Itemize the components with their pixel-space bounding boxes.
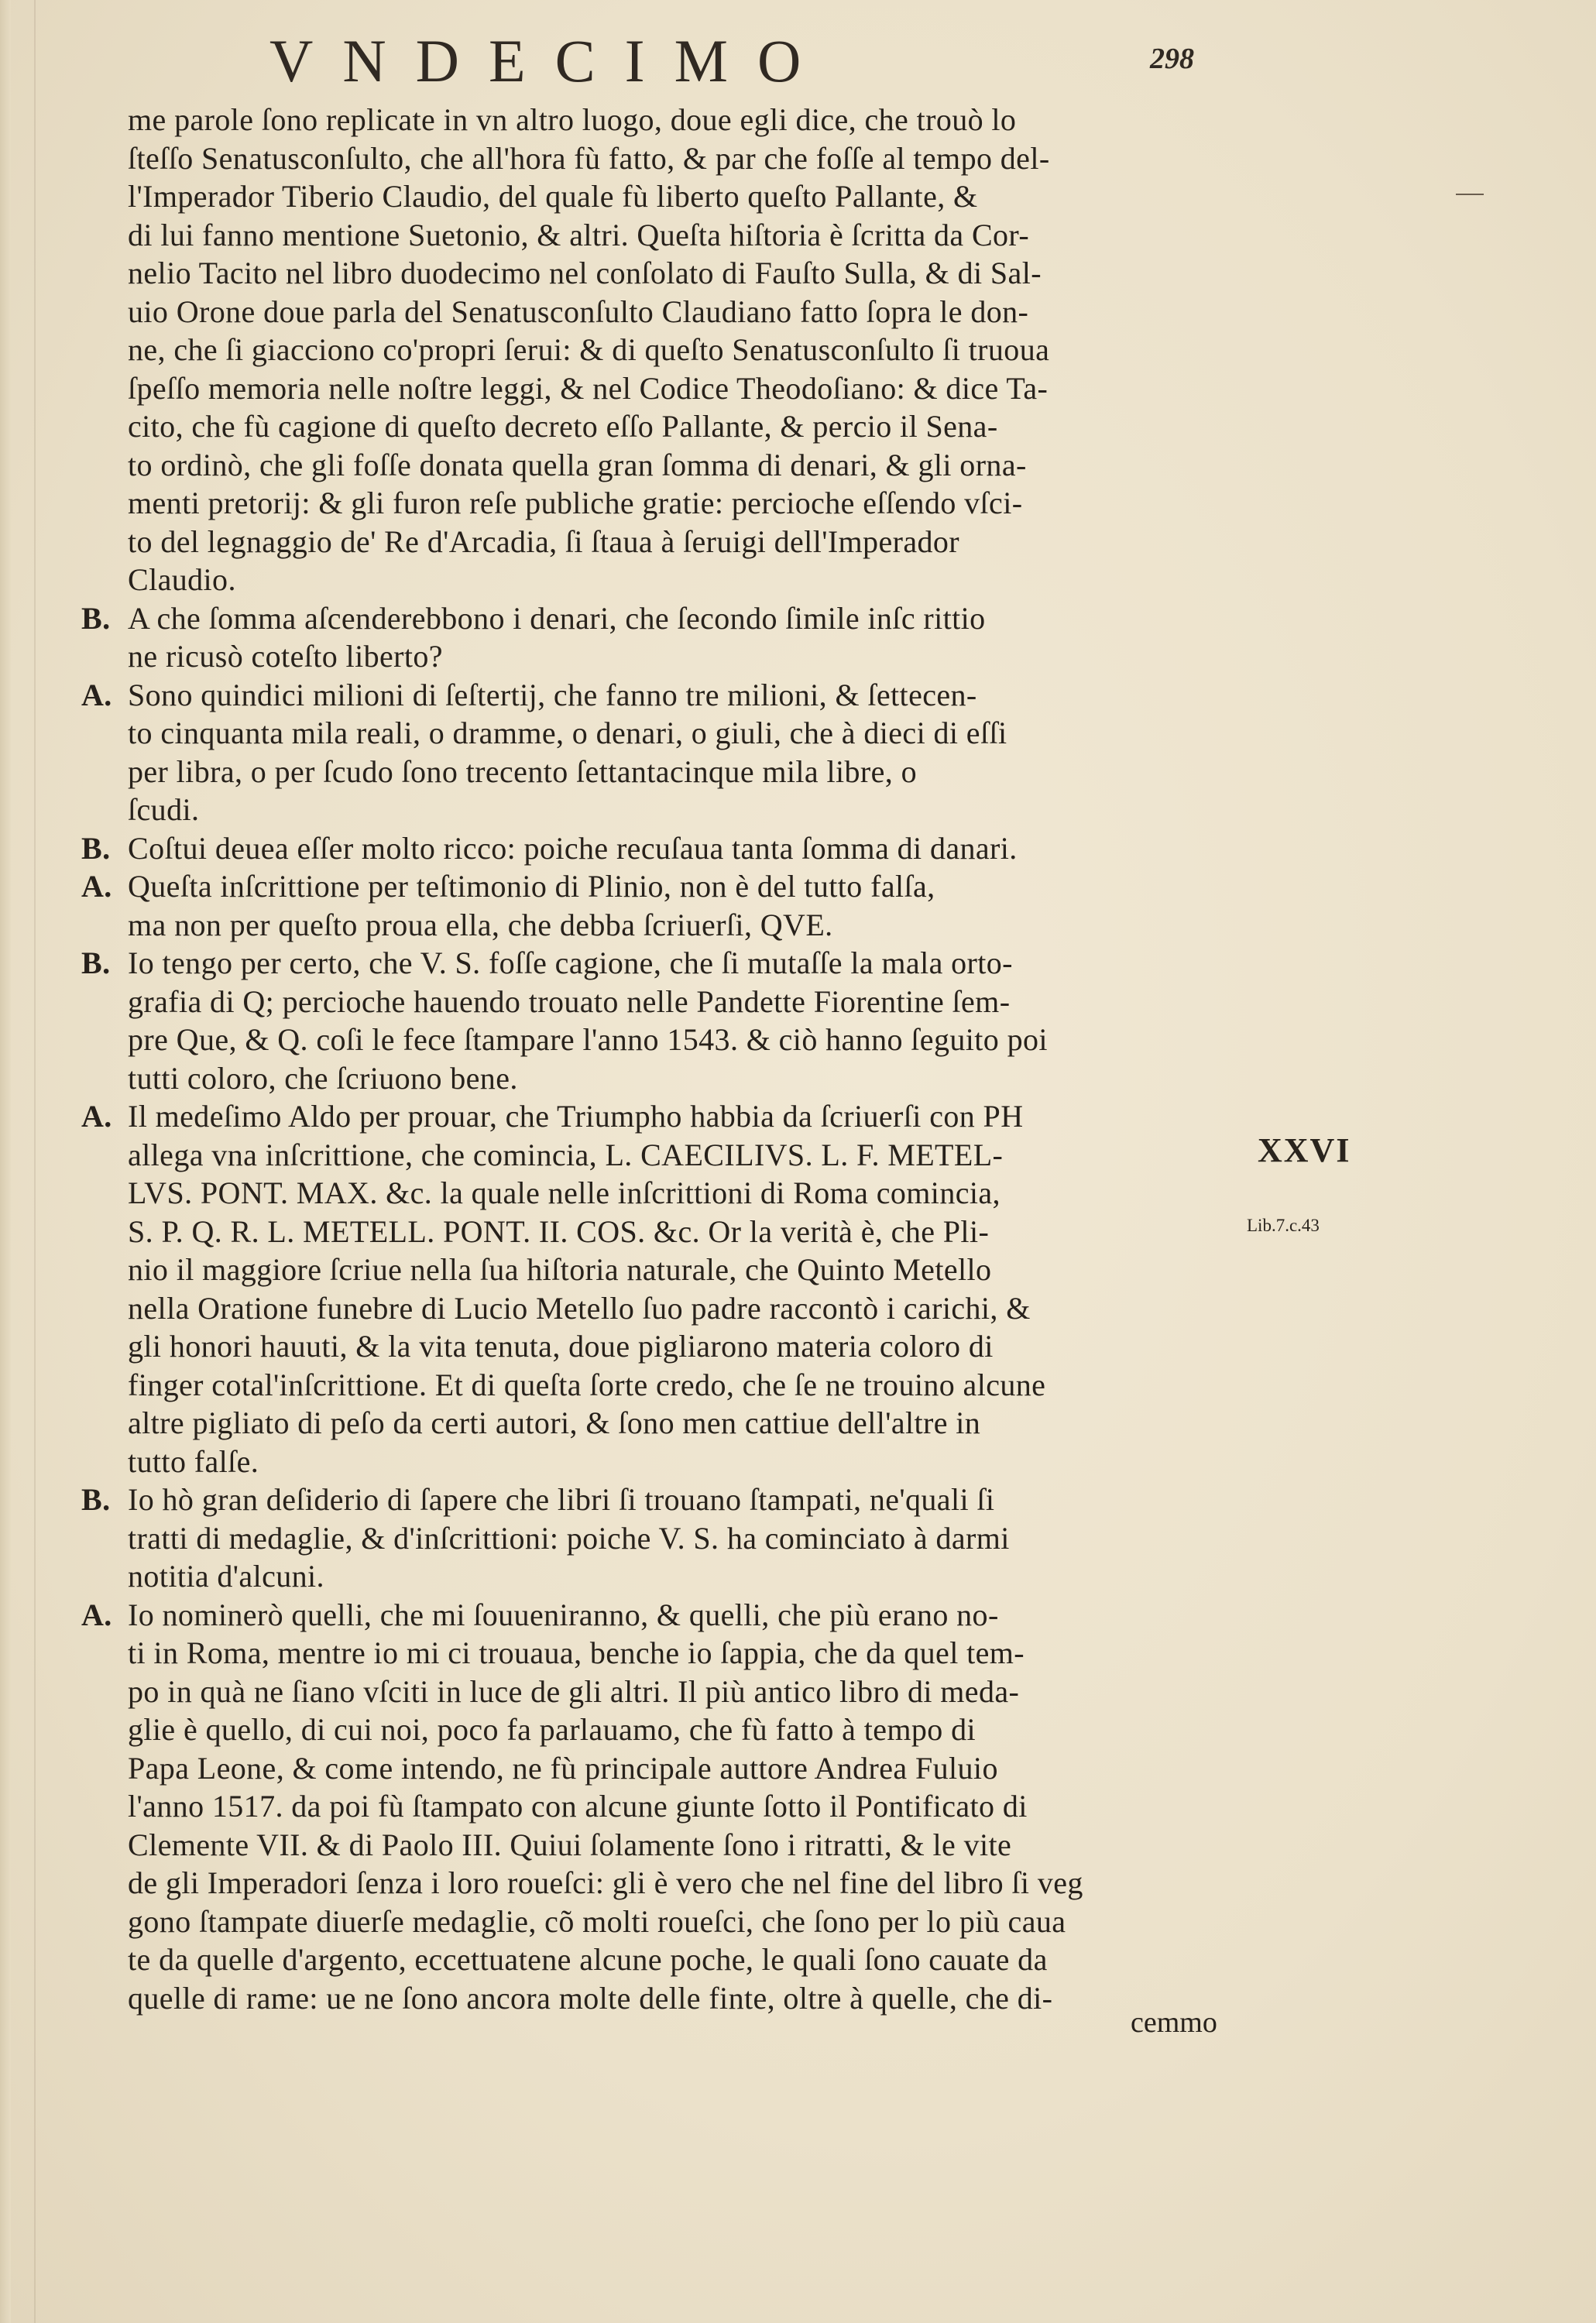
line-text: A che ſomma aſcenderebbono i denari, che ſecondo ſimile inſc rittio	[128, 600, 986, 636]
text-line	[81, 216, 1258, 255]
line-text: Queſta inſcrittione per teſtimonio di Plinio, non è del tutto falſa,	[128, 869, 935, 904]
speaker-label: A.	[81, 1099, 112, 1134]
line-text: nio il maggiore ſcriue nella ſua hiſtoria naturale, che Quinto Metello	[128, 1252, 992, 1287]
text-line	[81, 1443, 1258, 1481]
text-line	[81, 1251, 1258, 1289]
margin-note-numeral: XXVI	[1258, 1131, 1351, 1169]
line-text: Io nominerò quelli, che mi ſouueniranno, & quelli, che più erano no-	[128, 1597, 999, 1632]
text-line	[81, 1634, 1258, 1673]
line-text: Claudio.	[128, 562, 236, 597]
text-line	[81, 484, 1258, 523]
line-text: to del legnaggio de' Re d'Arcadia, ſi ſtaua à ſeruigi dell'Imperador	[128, 523, 959, 559]
text-line	[81, 791, 1258, 829]
line-text: grafia di Q; percioche hauendo trouato nelle Pandette Fiorentine ſem-	[128, 983, 1011, 1019]
text-line	[81, 561, 1258, 599]
text-line	[81, 1940, 1258, 1979]
text-line	[81, 331, 1258, 369]
text-line	[81, 177, 1258, 216]
text-line	[81, 829, 1258, 868]
text-line	[81, 599, 1258, 638]
text-line	[81, 101, 1258, 139]
text-line	[81, 867, 1258, 906]
line-text: S. P. Q. R. L. METELL. PONT. II. COS. &c. Or la verità è, che Pli-	[128, 1213, 990, 1249]
body-text	[81, 101, 1258, 2017]
line-text: Papa Leone, & come intendo, ne fù principale auttore Andrea Fuluio	[128, 1750, 998, 1786]
line-text: ſteſſo Senatusconſulto, che all'hora fù fatto, & par che foſſe al tempo del-	[128, 140, 1050, 176]
text-line	[81, 1021, 1258, 1059]
page-header	[124, 27, 1285, 94]
text-line	[81, 254, 1258, 293]
text-line	[81, 983, 1258, 1021]
text-line	[81, 1366, 1258, 1405]
line-text: tutti coloro, che ſcriuono bene.	[128, 1060, 518, 1096]
text-line	[81, 1787, 1258, 1826]
text-line	[81, 293, 1258, 331]
catchword: cemmo	[1131, 2006, 1217, 2039]
line-text: po in quà ne ſiano vſciti in luce de gli altri. Il più antico libro di meda-	[128, 1673, 1020, 1709]
margin-rule	[34, 0, 36, 2323]
line-text: ma non per queſto proua ella, che debba ſcriuerſi, QVE.	[128, 907, 833, 942]
line-text: to ordinò, che gli foſſe donata quella gran ſomma di denari, & gli orna-	[128, 447, 1027, 482]
line-text: Coſtui deuea eſſer molto ricco: poiche recuſaua tanta ſomma di danari.	[128, 830, 1018, 866]
speaker-label: B.	[81, 600, 111, 636]
line-text: Io hò gran deſiderio di ſapere che libri ſi trouano ſtampati, ne'quali ſi	[128, 1482, 995, 1517]
speaker-label: B.	[81, 1482, 111, 1517]
line-text: menti pretorij: & gli furon reſe publiche gratie: percioche eſſendo vſci-	[128, 486, 1023, 520]
line-text: Il medeſimo Aldo per prouar, che Triumpho habbia da ſcriuerſi con PH	[128, 1099, 1024, 1134]
text-line	[81, 1097, 1258, 1136]
text-line	[81, 1174, 1258, 1213]
text-line	[81, 1979, 1258, 2018]
line-text: gli honori hauuti, & la vita tenuta, doue pigliarono materia coloro di	[128, 1329, 994, 1364]
line-text: LVS. PONT. MAX. &c. la quale nelle inſcrittioni di Roma comincia,	[128, 1175, 1001, 1210]
line-text: Clemente VII. & di Paolo III. Quiui ſolamente ſono i ritratti, & le vite	[128, 1827, 1012, 1862]
speaker-label: A.	[81, 1597, 112, 1632]
line-text: notitia d'alcuni.	[128, 1559, 324, 1594]
line-text: nella Oratione funebre di Lucio Metello ſuo padre raccontò i carichi, &	[128, 1290, 1031, 1326]
line-text: di lui fanno mentione Suetonio, & altri. Queſta hiſtoria è ſcritta da Cor-	[128, 217, 1030, 252]
speaker-label: A.	[81, 869, 112, 904]
line-text: per libra, o per ſcudo ſono trecento ſettantacinque mila libre, o	[128, 753, 917, 789]
line-text: Io tengo per certo, che V. S. foſſe cagione, che ſi mutaſſe la mala orto-	[128, 945, 1013, 980]
line-text: ſpeſſo memoria nelle noſtre leggi, & nel Codice Theodoſiano: & dice Ta-	[128, 370, 1049, 406]
line-text: altre pigliato di peſo da certi autori, & ſono men cattiue dell'altre in	[128, 1405, 981, 1440]
text-line	[81, 446, 1258, 485]
text-line	[81, 1596, 1258, 1635]
text-line	[81, 523, 1258, 561]
line-text: gono ſtampate diuerſe medaglie, cõ molti roueſci, che ſono per lo più caua	[128, 1903, 1066, 1939]
line-text: cito, che fù cagione di queſto decreto eſſo Pallante, & percio il Sena-	[128, 409, 998, 444]
text-line	[81, 1749, 1258, 1788]
text-line	[81, 1327, 1258, 1366]
line-text: l'Imperador Tiberio Claudio, del quale fù liberto queſto Pallante, &	[128, 179, 978, 214]
text-line	[81, 1136, 1258, 1175]
text-line	[81, 1289, 1258, 1328]
margin-note-reference: Lib.7.c.43	[1247, 1216, 1320, 1235]
line-text: ti in Roma, mentre io mi ci trouaua, benche io ſappia, che da quel tem-	[128, 1635, 1025, 1670]
text-line	[81, 1213, 1258, 1251]
text-line	[81, 1826, 1258, 1865]
line-text: finger cotal'inſcrittione. Et di queſta ſorte credo, che ſe ne trouino alcune	[128, 1367, 1046, 1402]
margin-dash	[1456, 194, 1484, 195]
text-line	[81, 1557, 1258, 1596]
line-text: ne, che ſi giacciono co'propri ſerui: & di queſto Senatusconſulto ſi truoua	[128, 332, 1050, 367]
line-text: te da quelle d'argento, eccettuatene alcune poche, le quali ſono cauate da	[128, 1942, 1048, 1977]
line-text: tutto falſe.	[128, 1443, 259, 1479]
text-line	[81, 1864, 1258, 1903]
text-line	[81, 1711, 1258, 1749]
line-text: pre Que, & Q. coſi le fece ſtampare l'anno 1543. & ciò hanno ſeguito poi	[128, 1022, 1048, 1057]
page-gutter	[0, 0, 11, 2323]
line-text: to cinquanta mila reali, o dramme, o denari, o giuli, che à dieci di eſſi	[128, 715, 1007, 750]
line-text: allega vna inſcrittione, che comincia, L. CAECILIVS. L. F. METEL-	[128, 1137, 1004, 1172]
text-line	[81, 714, 1258, 753]
text-line	[81, 906, 1258, 945]
line-text: me parole ſono replicate in vn altro luogo, doue egli dice, che trouò lo	[128, 102, 1017, 137]
text-line	[81, 1059, 1258, 1098]
text-line	[81, 1481, 1258, 1519]
line-text: Sono quindici milioni di ſeſtertij, che fanno tre milioni, & ſettecen-	[128, 677, 977, 712]
line-text: glie è quello, di cui noi, poco fa parlauamo, che fù fatto à tempo di	[128, 1712, 976, 1747]
text-line	[81, 753, 1258, 791]
text-line	[81, 1673, 1258, 1711]
line-text: l'anno 1517. da poi fù ſtampato con alcune giunte ſotto il Pontificato di	[128, 1789, 1028, 1824]
text-line	[81, 1519, 1258, 1558]
speaker-label: B.	[81, 830, 111, 866]
line-text: ſcudi.	[128, 792, 200, 827]
text-line	[81, 407, 1258, 446]
line-text: tratti di medaglie, & d'inſcrittioni: poiche V. S. ha cominciato à darmi	[128, 1520, 1010, 1556]
speaker-label: B.	[81, 945, 111, 980]
line-text: uio Orone doue parla del Senatusconſulto Claudiano fatto ſopra le don-	[128, 293, 1029, 329]
text-line	[81, 1903, 1258, 1941]
speaker-label: A.	[81, 677, 112, 712]
line-text: ne ricusò coteſto liberto?	[128, 639, 443, 674]
text-line	[81, 139, 1258, 178]
text-line	[81, 1404, 1258, 1443]
line-text: nelio Tacito nel libro duodecimo nel conſolato di Fauſto Sulla, & di Sal-	[128, 256, 1042, 290]
text-line	[81, 369, 1258, 408]
page-number: 298	[1150, 43, 1194, 75]
line-text: quelle di rame: ue ne ſono ancora molte delle finte, oltre à quelle, che di-	[128, 1980, 1053, 2016]
text-line	[81, 944, 1258, 983]
line-text: de gli Imperadori ſenza i loro roueſci: gli è vero che nel fine del libro ſi veg	[128, 1865, 1083, 1900]
text-line	[81, 676, 1258, 715]
text-line	[81, 637, 1258, 676]
running-head: VNDECIMO	[269, 27, 831, 94]
